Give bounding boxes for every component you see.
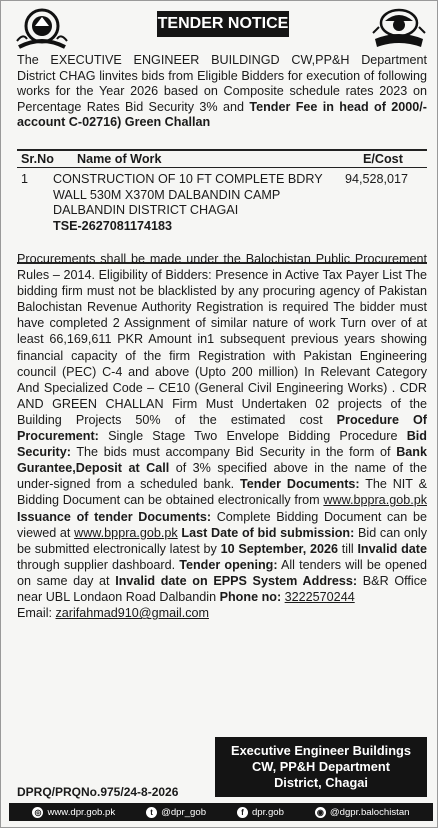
- footer-web[interactable]: [32, 807, 115, 818]
- signoff-line-1: Executive Engineer Buildings: [231, 743, 411, 758]
- facebook-icon: f: [237, 807, 248, 818]
- bppra-link-2[interactable]: www.bppra.gob.pk: [74, 525, 178, 540]
- deadline-date: 10 September, 2026: [220, 541, 339, 556]
- epps-address-label: Invalid date on EPPS System Address:: [115, 573, 358, 588]
- instagram-icon: ◉: [315, 807, 326, 818]
- tender-opening-label: Tender opening:: [179, 557, 278, 572]
- eligibility-text: Procurements shall be made under the Balochistan Public Procurement Rules – 2014. Eligibility of Bidders: Presence in Active Tax Payer List The bidding firm must not be blacklisted by any procuring agency of Pakistan Balochistan Revenue Authority Registration is required The bidder must have completed 2 Assignment of similar nature of work Turn over of at least 66,169,611 PKR Amount in1 subsequent previous years showing financial capacity of the firm Registration with Pakistan Engineering council (PEC) C-4 and above (Upto 200 million) In Relevant Category And Specialized Code – CE10 (General Civil Engineering Works) . CDR AND GREEN CHALLAN Firm Must Undertaken 02 projects of the Building Projects 50% of the estimated cost: [17, 252, 427, 427]
- footer-instagram[interactable]: [315, 807, 410, 818]
- procedure-text: Single Stage Two Envelope Bidding Procedure: [98, 429, 407, 444]
- bank-guarantee-text: Bank Gurantee,Deposit at Call: [17, 445, 427, 476]
- footer-twitter[interactable]: [146, 807, 206, 818]
- invalid-date-text: Invalid date: [357, 541, 427, 556]
- footer-twitter-text: @dpr_gob: [161, 806, 207, 818]
- bid-security-label: Bid Security:: [17, 429, 427, 460]
- works-table: [17, 149, 427, 264]
- row-work-name: CONSTRUCTION OF 10 FT COMPLETE BDRY WALL 530M X370M DALBANDIN CAMP DALBANDIN DISTRICT CHAGAI: [53, 172, 323, 218]
- phone-label: Phone no:: [219, 589, 282, 604]
- footer-bar: [9, 803, 433, 821]
- twitter-icon: t: [146, 807, 157, 818]
- bid-security-text: The bids must accompany Bid Security in the form of: [70, 445, 397, 460]
- intro-text: The EXECUTIVE ENGINEER BUILDINGD CW,PP&H Department District CHAG linvites bids from Eligible Bidders for execution of following works for the Year 2026 based on Composite schedule rates 2023 on Percentage Rates Bid Security 3% and: [17, 53, 427, 114]
- table-row: [17, 168, 427, 262]
- tender-fee-text: Tender Fee in head of 2000/- account C-02716) Green Challan: [17, 99, 427, 130]
- globe-icon: ◎: [32, 807, 43, 818]
- procedure-label: Procedure Of Procurement:: [17, 412, 427, 444]
- header-estimated-cost: E/Cost: [363, 152, 403, 166]
- footer-facebook[interactable]: [237, 807, 284, 818]
- intro-paragraph: [17, 53, 427, 131]
- dprq-number: DPRQ/PRQNo.975/24-8-2026: [17, 785, 179, 799]
- signoff-line-2: CW, PP&H Department: [252, 759, 390, 774]
- bid-security-note: of 3% specified above in the name of the under-signed from a scheduled bank.: [17, 461, 427, 492]
- issuance-label: Issuance of tender Documents:: [17, 509, 212, 524]
- page-title: TENDER NOTICE: [157, 11, 289, 37]
- phone-number[interactable]: 3222570244: [284, 589, 355, 604]
- signoff-line-3: District, Chagai: [274, 775, 368, 790]
- email-link[interactable]: zarifahmad910@gmail.com: [55, 606, 209, 621]
- tender-opening-text: All tenders will be opened on same day at: [17, 557, 427, 588]
- balochistan-government-logo: [371, 7, 427, 51]
- footer-instagram-text: @dgpr.balochistan: [329, 806, 410, 818]
- last-date-label: Last Date of bid submission:: [177, 525, 355, 540]
- dashboard-text: through supplier dashboard.: [17, 557, 180, 572]
- government-emblem-logo: [15, 7, 69, 51]
- signoff-box: [215, 737, 427, 797]
- issuance-text: Complete Bidding Document can be viewed at: [17, 509, 427, 540]
- address-text: B&R Office near UBL Londaon Road Dalbandin: [17, 573, 427, 604]
- row-tse-number: TSE-2627081174183: [53, 218, 173, 233]
- last-date-text: Bid can only be submitted electronically latest by: [17, 525, 428, 556]
- till-text: till: [338, 541, 358, 556]
- header-name-of-work: Name of Work: [77, 152, 162, 166]
- tender-details-text: [17, 251, 427, 621]
- footer-facebook-text: dpr.gob: [251, 806, 284, 818]
- header-sr-no: Sr.No: [21, 152, 54, 166]
- row-sr-no: 1: [21, 172, 29, 186]
- row-work-cell: [53, 172, 343, 234]
- footer-web-text: www.dpr.gob.pk: [47, 806, 116, 818]
- tender-documents-text: The NIT & Bidding Document can be obtained electronically from: [17, 477, 427, 508]
- tender-documents-label: Tender Documents:: [239, 477, 360, 492]
- row-estimated-cost: 94,528,017: [345, 172, 409, 186]
- bppra-link[interactable]: www.bppra.gob.pk: [323, 493, 427, 508]
- table-header: [17, 151, 427, 168]
- email-label: Email:: [17, 606, 56, 621]
